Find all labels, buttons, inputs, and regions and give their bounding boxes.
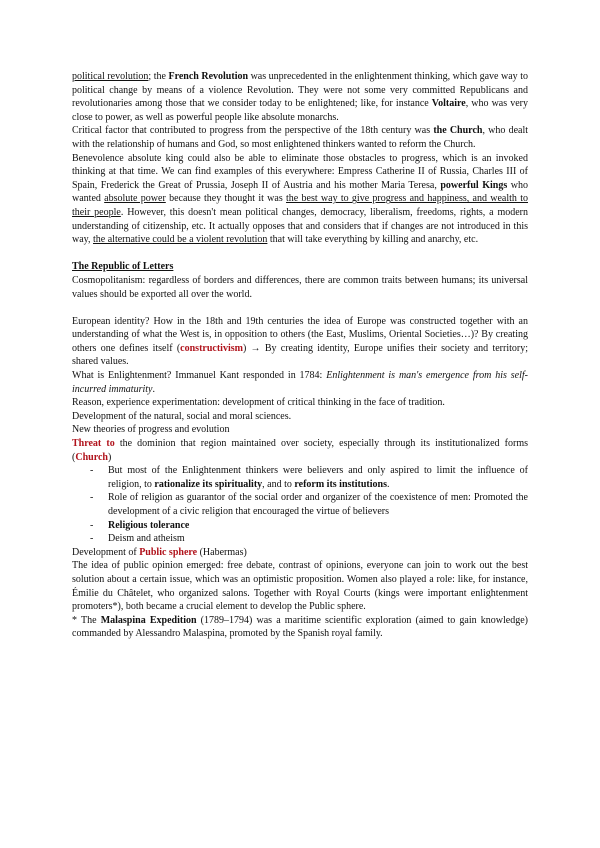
text: (Habermas) <box>197 546 247 558</box>
religion-list <box>72 464 528 546</box>
bold-text: French Revolution <box>168 71 249 82</box>
text: , who dealt with the relationship of humans and God, so most enlightened thinkers wanted to reform the Church. <box>72 125 529 150</box>
section-heading: The Republic of Letters <box>72 261 174 273</box>
text: was unprecedented in the enlightenment thinking, which gave way to political change by means of a violence Revolution. They were not some very committed Republicans and revolutionaries among those that we consider today to be enlightened; like, for instance <box>72 71 528 110</box>
text: Critical factor that contributed to progress from the perspective of the 18th century was <box>72 125 434 137</box>
spacer <box>72 247 528 261</box>
text: Benevolence absolute king could also be able to eliminate those obstacles to progress, which is an invoked thinking at that time. We can find examples of this everywhere: Empress Catherine II of Russia, Charles III of Spain, Frederick the Great of Prussia, Joseph II of Austria and his mother Maria Teresa, <box>72 152 528 191</box>
text: But most of the Enlightenment thinkers were believers and only aspired to limit the influence of religion, to <box>108 465 528 490</box>
text: , and to <box>262 478 295 490</box>
text: ; the <box>148 71 169 82</box>
highlight-text: Church <box>75 451 108 463</box>
bold-text: Religious tolerance <box>108 519 190 531</box>
underlined-text: political revolution <box>72 71 149 82</box>
text: . <box>386 478 390 490</box>
italic-quote: Enlightenment is man's emergence from his self-incurred immaturity <box>72 370 528 395</box>
paragraph-sciences: Development of the natural, social and moral sciences. <box>72 410 292 422</box>
paragraph-theories: New theories of progress and evolution <box>72 424 230 436</box>
paragraph-french-revolution <box>72 70 528 124</box>
underlined-text: absolute power <box>104 193 166 205</box>
text: * The <box>72 614 101 626</box>
paragraph-reason: Reason, experience experimentation: development of critical thinking in the face of tradition. <box>72 397 445 409</box>
text: who wanted <box>72 179 528 205</box>
underlined-text: the best way to give progress and happiness, and wealth to their people <box>72 193 528 218</box>
paragraph-public-opinion: The idea of public opinion emerged: free debate, contrast of opinions, everyone can join to work out the best solution about a certain issue, which was an optimistic proposition. Women also played a role: like, for instance, Émilie du Châtelet, who organized salons. Together with Royal Courts (kings were important enlightenment promoters*), both became a crucial element to develop the Public sphere. <box>72 560 528 613</box>
spacer <box>72 301 528 315</box>
text: ) <box>107 451 112 463</box>
list-item: - Role of religion as guarantor of the social order and organizer of the coexistence of men: Promoted the development of a civic religion that encouraged the virtue of believers <box>108 491 528 518</box>
paragraph-cosmopolitanism: Cosmopolitanism: regardless of borders and differences, there are common traits between humans; its universal values should be exported all over the world. <box>72 274 528 300</box>
text: the dominion that region maintained over society, especially through its institutionalized forms ( <box>72 438 528 463</box>
text: ) → By creating identity, Europe unifies their society and territory; shared values. <box>72 342 528 368</box>
paragraph-absolute-king <box>72 152 528 247</box>
footnote-malaspina <box>72 614 528 641</box>
text: . However, this doesn't mean political changes, democracy, liberalism, freedoms, rights, a modern understanding of citizenship, etc. It actually opposes that and considers that if changes are not introduced in this way, <box>72 206 528 246</box>
list-item: - Deism and atheism <box>108 532 528 546</box>
paragraph-church <box>72 124 528 151</box>
text: . <box>152 383 155 395</box>
list-item <box>108 464 528 491</box>
highlight-text: constructivism <box>180 342 243 354</box>
text: European identity? How in the 18th and 19th centuries the idea of Europe was constructed together with an understanding of what the West is, in opposition to others (the East, Muslims, Oriental Societies…)? By creating others one defines itself ( <box>72 315 528 354</box>
bold-text: the Church <box>433 125 483 137</box>
text: What is Enlightenment? Immanuel Kant responded in 1784: <box>72 370 327 382</box>
text: Development of <box>72 546 140 558</box>
document-page <box>72 70 528 641</box>
bold-text: Voltaire <box>431 98 466 110</box>
paragraph-threat <box>72 437 528 464</box>
text: (1789–1794) was a maritime scientific exploration (aimed to gain knowledge) commanded by Alessandro Malaspina, promoted by the Spanish royal family. <box>72 614 528 640</box>
underlined-text: the alternative could be a violent revolution <box>93 234 268 246</box>
paragraph-european-identity <box>72 315 528 369</box>
bold-text: powerful Kings <box>440 179 508 191</box>
paragraph-public-sphere <box>72 546 528 560</box>
text: because they thought it was <box>165 193 287 205</box>
text: that will take everything by killing and anarchy, etc. <box>267 234 479 246</box>
bold-text: rationalize its spirituality <box>154 478 263 490</box>
text: , who was very close to power, as well as powerful people like absolute monarchs. <box>72 98 528 123</box>
list-item <box>108 519 528 533</box>
paragraph-kant <box>72 369 528 396</box>
bold-text: reform its institutions <box>294 478 387 490</box>
highlight-text: Public sphere <box>139 546 198 558</box>
bold-text: Malaspina Expedition <box>100 614 197 626</box>
highlight-text: Threat to <box>72 438 115 450</box>
